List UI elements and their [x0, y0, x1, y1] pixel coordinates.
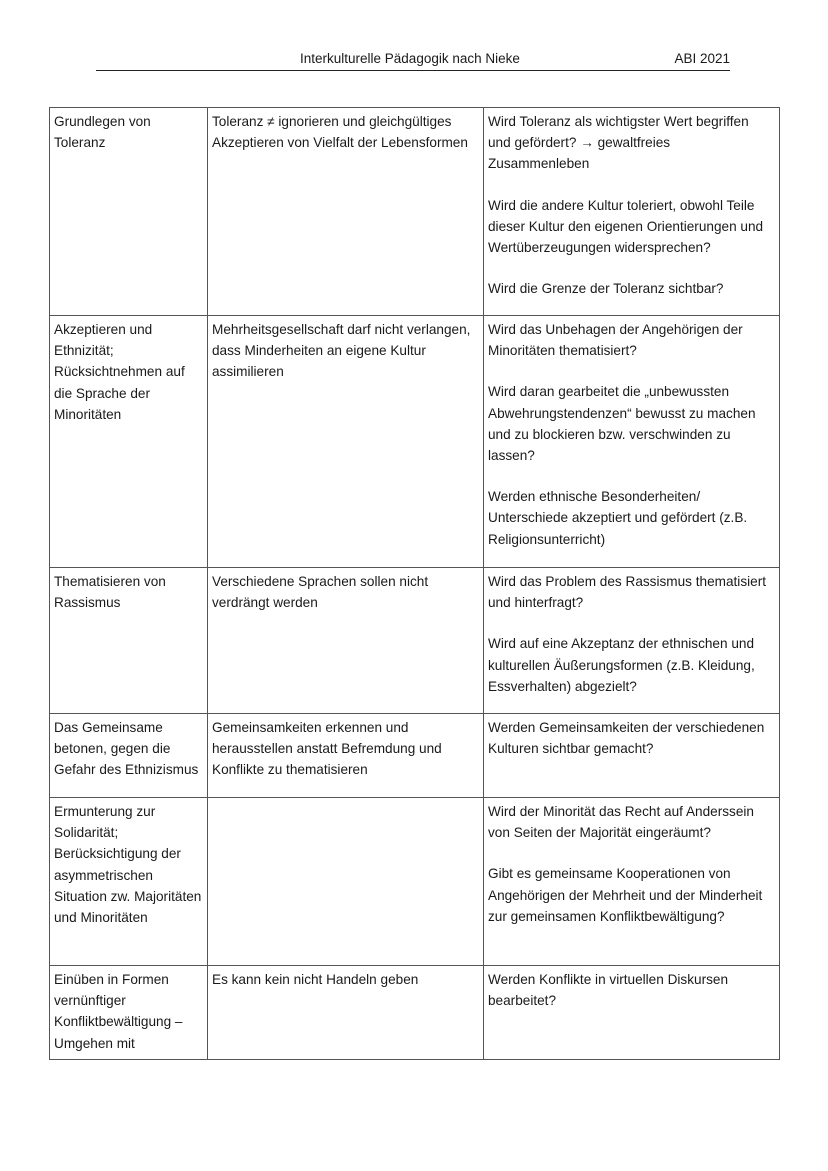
table-row: [50, 108, 780, 316]
question-text: Werden Gemeinsamkeiten der verschiedenen Kulturen sichtbar gemacht?: [488, 720, 765, 757]
explanation-text: Verschiedene Sprachen sollen nicht verdrängt werden: [212, 574, 429, 611]
table-row: [50, 316, 780, 568]
criteria-table: [49, 107, 780, 1060]
explanation-cell: [208, 316, 484, 568]
criterion-cell: [50, 568, 208, 714]
explanation-text: Gemeinsamkeiten erkennen und herausstellen anstatt Befremdung und Konflikte zu thematisieren: [212, 720, 442, 778]
question-text: Wird das Problem des Rassismus thematisiert und hinterfragt?: [488, 574, 767, 611]
explanation-text: Mehrheitsgesellschaft darf nicht verlangen, dass Minderheiten an eigene Kultur assimilieren: [212, 322, 471, 380]
questions-cell: [484, 714, 780, 798]
question-text: Wird die andere Kultur toleriert, obwohl Teile dieser Kultur den eigenen Orientierungen und Wertüberzeugungen widersprechen?: [488, 197, 764, 256]
criterion-cell: [50, 714, 208, 798]
table-row: [50, 568, 780, 714]
questions-cell: [484, 966, 780, 1060]
criterion-cell: [50, 316, 208, 568]
question-text: Wird daran gearbeitet die „unbewussten Abwehrungstendenzen“ bewusst zu machen und zu blockieren bzw. verschwinden zu lassen?: [488, 384, 756, 464]
criterion-text: Das Gemeinsame betonen, gegen die Gefahr des Ethnizismus: [54, 720, 199, 778]
explanation-cell: [208, 798, 484, 966]
table-row: [50, 966, 780, 1060]
explanation-cell: [208, 714, 484, 798]
explanation-cell: [208, 568, 484, 714]
criterion-cell: [50, 108, 208, 316]
question-text: Wird Toleranz als wichtigster Wert begriffen und gefördert? → gewaltfreies Zusammenleben: [488, 114, 749, 172]
criterion-text: Einüben in Formen vernünftiger Konfliktbewältigung – Umgehen mit: [54, 972, 183, 1051]
questions-cell: [484, 108, 780, 316]
page-header: [96, 50, 730, 71]
question-text: Wird auf eine Akzeptanz der ethnischen und kulturellen Äußerungsformen (z.B. Kleidung, Essverhalten) abgezielt?: [488, 636, 755, 694]
exam-label: ABI 2021: [674, 51, 730, 66]
explanation-text: Toleranz ≠ ignorieren und gleichgültiges Akzeptieren von Vielfalt der Lebensformen: [212, 114, 468, 151]
criterion-text: Akzeptieren und Ethnizität; Rücksichtnehmen auf die Sprache der Minoritäten: [54, 322, 185, 422]
question-text: Wird die Grenze der Toleranz sichtbar?: [488, 281, 724, 297]
explanation-text: Es kann kein nicht Handeln geben: [212, 972, 419, 987]
question-text: Werden ethnische Besonderheiten/ Unterschiede akzeptiert und gefördert (z.B. Religionsunterricht): [488, 489, 748, 547]
document-title: Interkulturelle Pädagogik nach Nieke: [300, 51, 520, 66]
explanation-cell: [208, 966, 484, 1060]
questions-cell: [484, 798, 780, 966]
criterion-text: Thematisieren von Rassismus: [54, 574, 166, 611]
question-text: Gibt es gemeinsame Kooperationen von Angehörigen der Mehrheit und der Minderheit zur gemeinsamen Konfliktbewältigung?: [488, 866, 763, 924]
criterion-cell: [50, 798, 208, 966]
question-text: Wird der Minorität das Recht auf Anderssein von Seiten der Majorität eingeräumt?: [488, 804, 754, 841]
criterion-text: Ermunterung zur Solidarität; Berücksichtigung der asymmetrischen Situation zw. Majoritäten und Minoritäten: [54, 804, 202, 926]
questions-cell: [484, 316, 780, 568]
criterion-text: Grundlegen von Toleranz: [54, 114, 151, 151]
question-text: Werden Konflikte in virtuellen Diskursen bearbeitet?: [488, 972, 729, 1009]
question-text: Wird das Unbehagen der Angehörigen der Minoritäten thematisiert?: [488, 322, 743, 359]
questions-cell: [484, 568, 780, 714]
explanation-cell: [208, 108, 484, 316]
criterion-cell: [50, 966, 208, 1060]
table-row: [50, 714, 780, 798]
table-row: [50, 798, 780, 966]
